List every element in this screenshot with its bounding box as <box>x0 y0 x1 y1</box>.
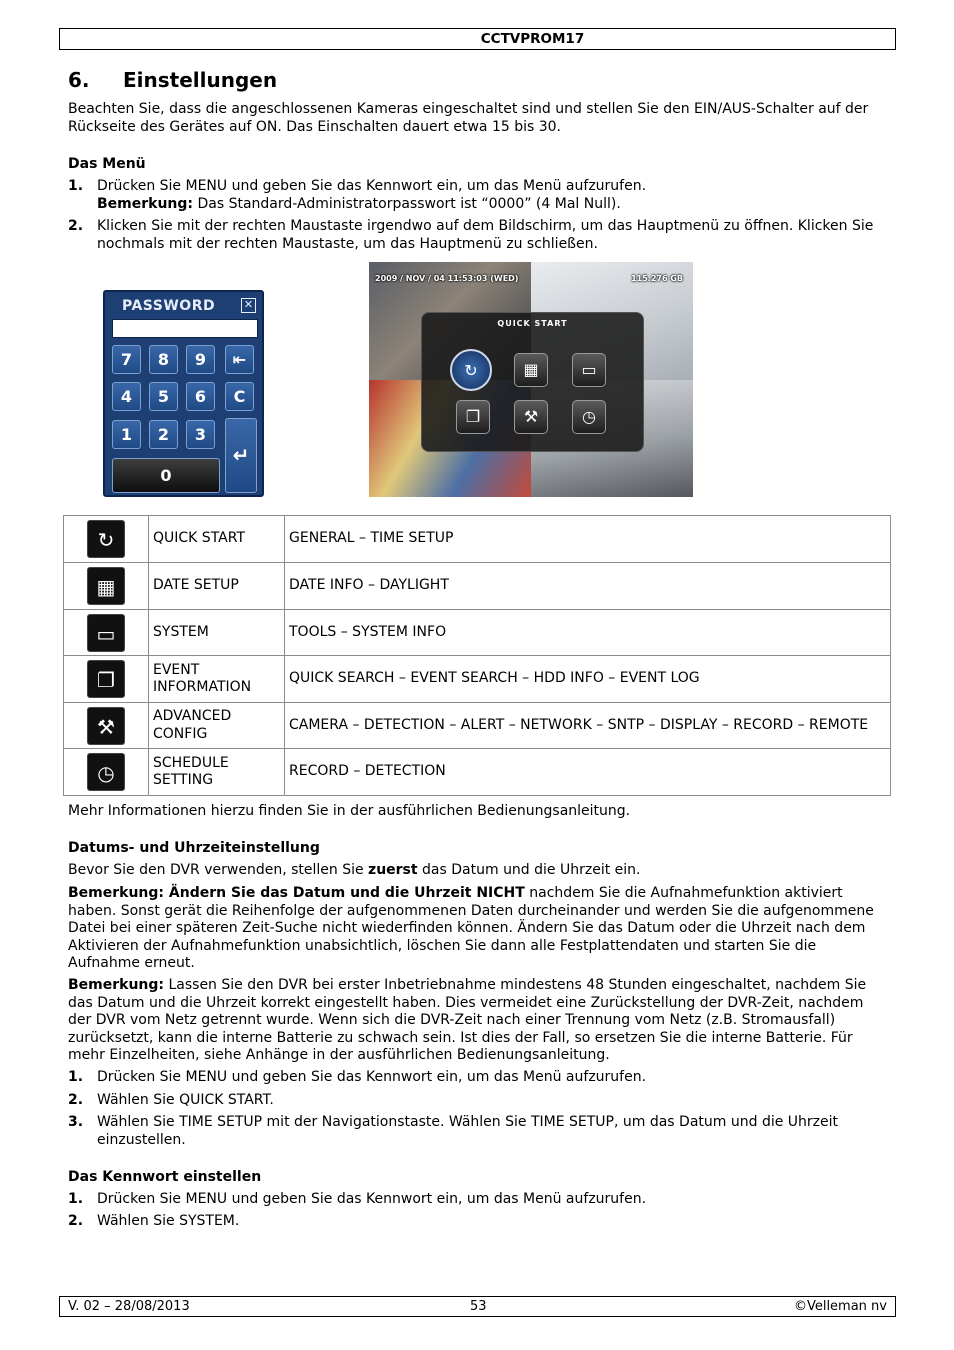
panel-title: QUICK START <box>497 319 568 328</box>
enter-key-icon[interactable]: ↵ <box>225 418 257 493</box>
datetime-paragraph-2 <box>68 885 888 973</box>
password-step-1 <box>68 1191 888 1209</box>
step-text: Drücken Sie MENU und geben Sie das Kennwort ein, um das Menü aufzurufen. <box>97 178 647 194</box>
menu-name: EVENT INFORMATION <box>149 656 285 703</box>
section-heading: Einstellungen <box>123 68 278 92</box>
system-icon[interactable]: ▭ <box>572 353 606 387</box>
footer-page-number: 53 <box>470 1299 487 1314</box>
menu-description: QUICK SEARCH – EVENT SEARCH – HDD INFO – EVENT LOG <box>285 656 891 703</box>
keypad-title: PASSWORD <box>122 298 216 314</box>
menu-description: GENERAL – TIME SETUP <box>285 516 891 563</box>
password-step-2 <box>68 1213 888 1231</box>
table-row <box>64 610 891 656</box>
system-icon: ▭ <box>87 614 125 652</box>
datetime-heading: Datums- und Uhrzeiteinstellung <box>68 840 320 856</box>
step-number: 2. <box>68 1213 84 1229</box>
osd-datetime: 2009 / NOV / 04 11:53:03 (WED) <box>375 274 519 283</box>
datetime-paragraph-3 <box>68 977 888 1065</box>
note-label: Bemerkung: <box>97 195 194 212</box>
osd-status-bar <box>373 274 689 288</box>
password-field[interactable] <box>112 319 258 338</box>
menu-description: CAMERA – DETECTION – ALERT – NETWORK – SNTP – DISPLAY – RECORD – REMOTE <box>285 703 891 749</box>
menu-description: RECORD – DETECTION <box>285 749 891 796</box>
schedule-setting-icon: ◷ <box>87 753 125 791</box>
document-header <box>59 28 896 50</box>
datetime-step-1 <box>68 1069 888 1087</box>
menu-name: SYSTEM <box>149 610 285 656</box>
menu-step-1 <box>68 178 888 213</box>
close-icon[interactable]: ✕ <box>241 298 256 313</box>
datetime-paragraph-1 <box>68 862 888 880</box>
menu-description: DATE INFO – DAYLIGHT <box>285 563 891 610</box>
step-text: Wählen Sie QUICK START. <box>97 1092 274 1108</box>
quick-start-panel <box>421 312 644 452</box>
header-title: CCTVPROM17 <box>480 31 585 47</box>
date-setup-icon[interactable]: ▦ <box>514 353 548 387</box>
step-text: Wählen Sie SYSTEM. <box>97 1213 240 1229</box>
quick-start-icon[interactable]: ↻ <box>450 349 492 391</box>
table-row <box>64 516 891 563</box>
menu-description: TOOLS – SYSTEM INFO <box>285 610 891 656</box>
dvr-quick-start-screenshot <box>369 262 693 497</box>
key-5[interactable]: 5 <box>149 382 178 411</box>
step-text: Wählen Sie TIME SETUP mit der Navigationstaste. Wählen Sie TIME SETUP, um das Datum und die Uhrzeit einzustellen. <box>97 1114 839 1148</box>
document-footer <box>59 1296 896 1317</box>
osd-disk-space: 115.276 GB <box>631 274 683 283</box>
datetime-step-3 <box>68 1114 888 1149</box>
date-setup-icon: ▦ <box>87 567 125 605</box>
backspace-key-icon[interactable]: ⇤ <box>225 345 254 374</box>
menu-name: ADVANCED CONFIG <box>149 703 285 749</box>
emphasis-text: zuerst <box>368 862 418 878</box>
key-9[interactable]: 9 <box>186 345 215 374</box>
section-title <box>68 68 277 92</box>
key-1[interactable]: 1 <box>112 420 141 449</box>
key-4[interactable]: 4 <box>112 382 141 411</box>
step-text: Klicken Sie mit der rechten Maustaste irgendwo auf dem Bildschirm, um das Hauptmenü zu öffnen. Klicken Sie nochmals mit der rechten Maustaste, um das Hauptmenü zu schließen. <box>97 218 874 252</box>
step-text: Drücken Sie MENU und geben Sie das Kennwort ein, um das Menü aufzurufen. <box>97 1191 647 1207</box>
table-row <box>64 656 891 703</box>
key-6[interactable]: 6 <box>186 382 215 411</box>
text-segment: das Datum und die Uhrzeit ein. <box>417 862 641 878</box>
key-8[interactable]: 8 <box>149 345 178 374</box>
advanced-config-icon: ⚒ <box>87 707 125 745</box>
footer-copyright: ©Velleman nv <box>793 1299 887 1314</box>
table-row <box>64 749 891 796</box>
table-row <box>64 703 891 749</box>
step-number: 1. <box>68 178 84 194</box>
key-2[interactable]: 2 <box>149 420 178 449</box>
step-number: 1. <box>68 1191 84 1207</box>
datetime-step-2 <box>68 1092 888 1110</box>
quick-start-icon: ↻ <box>87 520 125 558</box>
password-heading: Das Kennwort einstellen <box>68 1169 262 1185</box>
menu-name: QUICK START <box>149 516 285 563</box>
note-label: Bemerkung: Ändern Sie das Datum und die Uhrzeit NICHT <box>68 885 525 901</box>
intro-paragraph: Beachten Sie, dass die angeschlossenen Kameras eingeschaltet sind und stellen Sie den EIN/AUS-Schalter auf der Rückseite des Gerätes auf ON. Das Einschalten dauert etwa 15 bis 30. <box>68 101 869 135</box>
table-row <box>64 563 891 610</box>
clear-key[interactable]: C <box>225 382 254 411</box>
advanced-config-icon[interactable]: ⚒ <box>514 400 548 434</box>
note-label: Bemerkung: <box>68 977 165 993</box>
key-7[interactable]: 7 <box>112 345 141 374</box>
footer-version: V. 02 – 28/08/2013 <box>68 1299 190 1314</box>
menu-name: SCHEDULE SETTING <box>149 749 285 796</box>
note-text: Lassen Sie den DVR bei erster Inbetriebnahme mindestens 48 Stunden eingeschaltet, nachdem Sie das Datum und die Uhrzeit korrekt eingestellt haben. Dies vermeidet eine Zurückstellung der DVR-Zeit, nachdem der DVR vom Netz getrennt wurde. Wenn sich die DVR-Zeit nach einer Trennung vom Netz (z.B. Stromausfall) zurücksetzt, kann die interne Batterie zu schwach sein. Ist dies der Fall, so ersetzen Sie die interne Batterie. Für mehr Einzelheiten, siehe Anhänge in der ausführlichen Bedienungsanleitung. <box>68 977 867 1063</box>
note-text: Das Standard-Administratorpasswort ist “0000” (4 Mal Null). <box>193 195 621 212</box>
text-segment: Bevor Sie den DVR verwenden, stellen Sie <box>68 862 369 878</box>
note-text: nachdem Sie die Aufnahmefunktion aktiviert haben. Sonst gerät die Reihenfolge der aufgenommenen Daten durcheinander und werden Sie die aufgenommene Datei bei einer späteren Zeit-Suche nicht wiederfinden können. Ändern Sie das Datum oder die Uhrzeit nach dem Aktivieren der Aufnahmefunktion unabsichtlich, löschen Sie dann alle Festplattendaten und starten Sie die Aufnahme erneut. <box>68 885 874 971</box>
menu-table <box>63 515 891 796</box>
password-keypad <box>103 290 264 497</box>
menu-name: DATE SETUP <box>149 563 285 610</box>
event-information-icon: ❐ <box>87 660 125 698</box>
schedule-setting-icon[interactable]: ◷ <box>572 400 606 434</box>
key-3[interactable]: 3 <box>186 420 215 449</box>
menu-step-2 <box>68 218 888 253</box>
section-number: 6. <box>68 68 90 92</box>
key-0[interactable]: 0 <box>112 458 220 493</box>
event-information-icon[interactable]: ❐ <box>456 400 490 434</box>
step-number: 2. <box>68 218 84 234</box>
step-number: 2. <box>68 1092 84 1108</box>
menu-heading: Das Menü <box>68 156 146 172</box>
step-text: Drücken Sie MENU und geben Sie das Kennwort ein, um das Menü aufzurufen. <box>97 1069 647 1085</box>
step-number: 3. <box>68 1114 84 1130</box>
more-info-text: Mehr Informationen hierzu finden Sie in der ausführlichen Bedienungsanleitung. <box>68 803 631 819</box>
step-number: 1. <box>68 1069 84 1085</box>
